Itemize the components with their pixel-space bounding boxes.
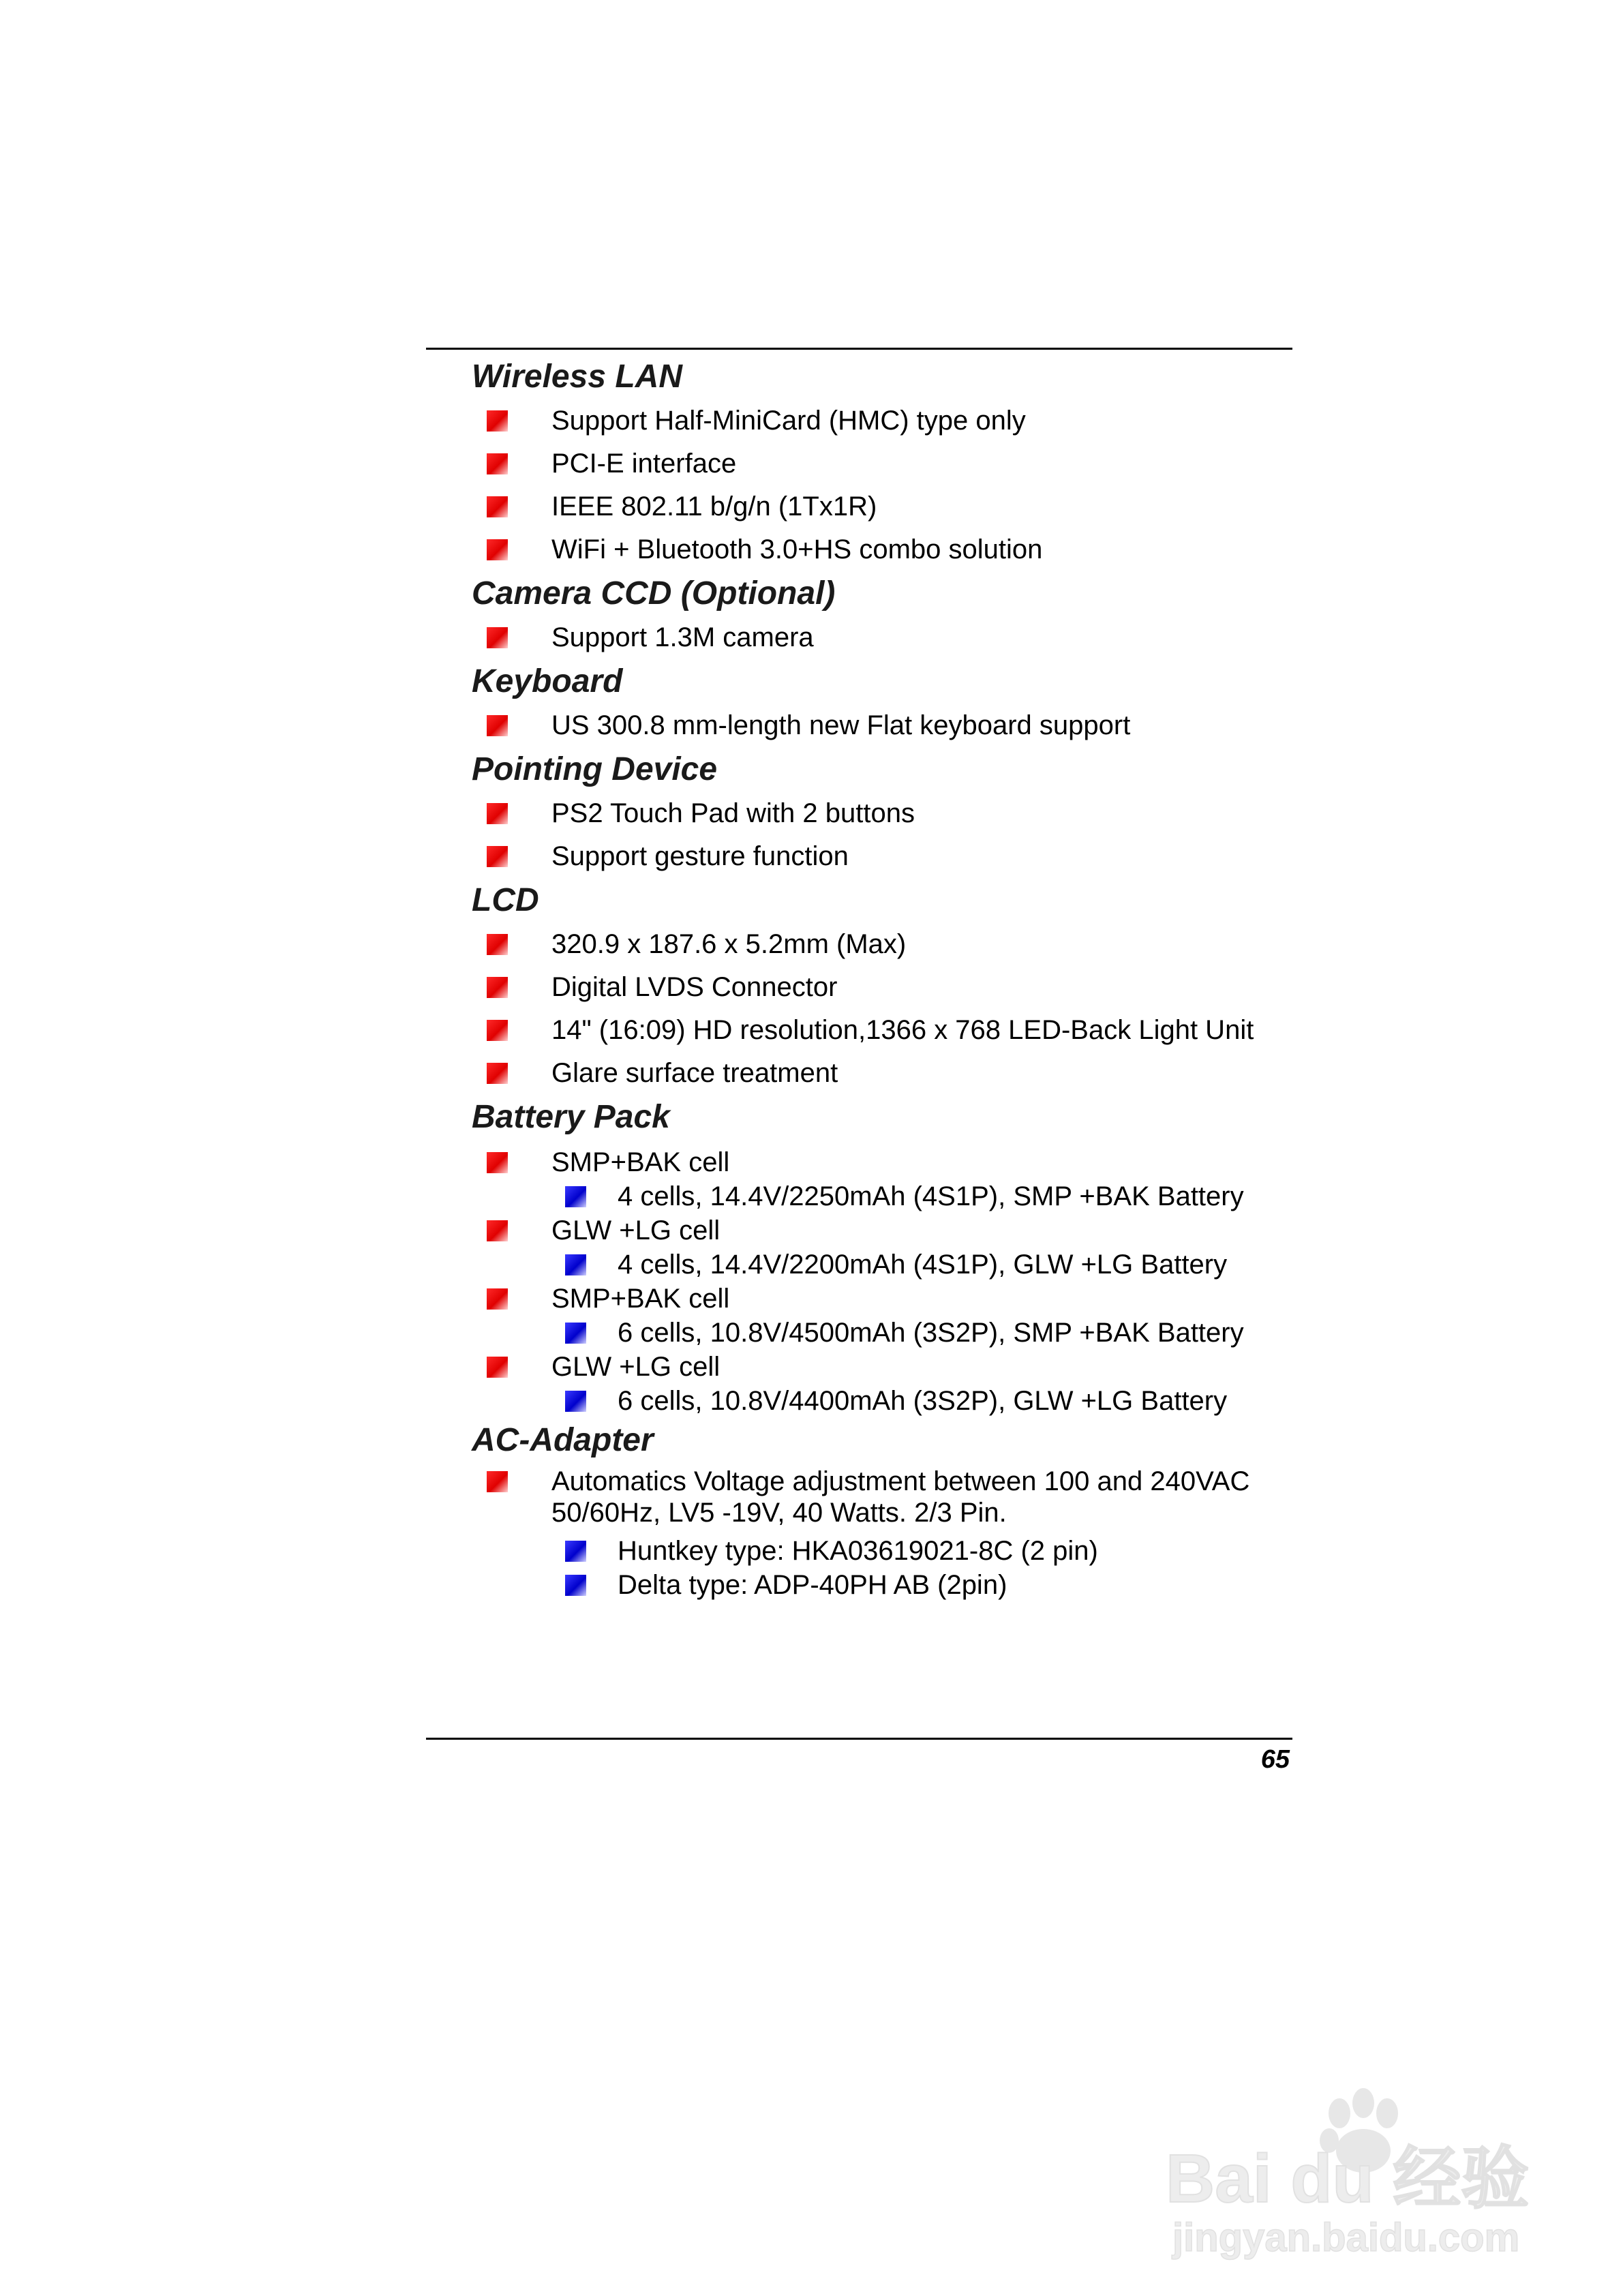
list-item: SMP+BAK cell	[472, 1282, 1303, 1316]
page-number: 65	[1260, 1745, 1290, 1774]
red-square-bullet-icon	[487, 539, 508, 560]
list-item: Automatics Voltage adjustment between 100 and 240VAC 50/60Hz, LV5 -19V, 40 Watts. 2/3 Pin.	[472, 1463, 1303, 1534]
sub-list-item: 4 cells, 14.4V/2250mAh (4S1P), SMP +BAK Battery	[472, 1179, 1303, 1213]
list-item: Support Half-MiniCard (HMC) type only	[472, 399, 1303, 442]
section-heading: Pointing Device	[472, 751, 718, 787]
blue-square-bullet-icon	[565, 1186, 586, 1207]
red-square-bullet-icon	[487, 934, 508, 955]
watermark-brand: Bai du 经验	[1166, 2141, 1530, 2217]
sub-list-item: Huntkey type: HKA03619021-8C (2 pin)	[472, 1534, 1303, 1568]
red-square-bullet-icon	[487, 1357, 508, 1378]
list-item: 320.9 x 187.6 x 5.2mm (Max)	[472, 923, 1303, 966]
section-heading: Battery Pack	[472, 1099, 670, 1135]
section-pointing-device	[472, 747, 1303, 878]
red-square-bullet-icon	[487, 1220, 508, 1241]
section-heading: Keyboard	[472, 663, 623, 699]
bottom-rule	[426, 1738, 1292, 1740]
section-wireless-lan	[472, 354, 1303, 571]
red-square-bullet-icon	[487, 627, 508, 648]
spec-content	[472, 354, 1303, 1602]
blue-square-bullet-icon	[565, 1391, 586, 1412]
red-square-bullet-icon	[487, 977, 508, 998]
red-square-bullet-icon	[487, 1288, 508, 1310]
baidu-watermark-logo	[1159, 2072, 1541, 2263]
section-heading: LCD	[472, 882, 539, 918]
list-item: PCI-E interface	[472, 442, 1303, 485]
section-battery-pack	[472, 1095, 1303, 1418]
list-item: WiFi + Bluetooth 3.0+HS combo solution	[472, 528, 1303, 571]
blue-square-bullet-icon	[565, 1541, 586, 1562]
red-square-bullet-icon	[487, 1063, 508, 1084]
list-item: PS2 Touch Pad with 2 buttons	[472, 792, 1303, 835]
list-item: US 300.8 mm-length new Flat keyboard support	[472, 704, 1303, 747]
top-rule	[426, 348, 1292, 350]
red-square-bullet-icon	[487, 1020, 508, 1041]
section-heading: Wireless LAN	[472, 359, 682, 395]
watermark-url: jingyan.baidu.com	[1172, 2216, 1520, 2260]
section-camera	[472, 571, 1303, 659]
sub-list-item: 4 cells, 14.4V/2200mAh (4S1P), GLW +LG Battery	[472, 1248, 1303, 1282]
red-square-bullet-icon	[487, 1471, 508, 1492]
list-item: GLW +LG cell	[472, 1213, 1303, 1248]
list-item: Support gesture function	[472, 835, 1303, 878]
section-heading: Camera CCD (Optional)	[472, 575, 836, 611]
red-square-bullet-icon	[487, 453, 508, 474]
list-item: Glare surface treatment	[472, 1052, 1303, 1095]
blue-square-bullet-icon	[565, 1254, 586, 1275]
section-lcd	[472, 878, 1303, 1095]
red-square-bullet-icon	[487, 410, 508, 432]
red-square-bullet-icon	[487, 496, 508, 517]
section-keyboard	[472, 659, 1303, 747]
sub-list-item: Delta type: ADP-40PH AB (2pin)	[472, 1568, 1303, 1602]
sub-list-item: 6 cells, 10.8V/4400mAh (3S2P), GLW +LG Battery	[472, 1384, 1303, 1418]
red-square-bullet-icon	[487, 715, 508, 736]
section-ac-adapter	[472, 1418, 1303, 1602]
list-item: Support 1.3M camera	[472, 616, 1303, 659]
list-item: GLW +LG cell	[472, 1350, 1303, 1384]
list-item: 14" (16:09) HD resolution,1366 x 768 LED-Back Light Unit	[472, 1009, 1303, 1052]
list-item: Digital LVDS Connector	[472, 966, 1303, 1009]
blue-square-bullet-icon	[565, 1575, 586, 1596]
red-square-bullet-icon	[487, 803, 508, 824]
section-heading: AC-Adapter	[472, 1422, 654, 1458]
red-square-bullet-icon	[487, 1152, 508, 1173]
blue-square-bullet-icon	[565, 1323, 586, 1344]
list-item: IEEE 802.11 b/g/n (1Tx1R)	[472, 485, 1303, 528]
red-square-bullet-icon	[487, 846, 508, 867]
sub-list-item: 6 cells, 10.8V/4500mAh (3S2P), SMP +BAK Battery	[472, 1316, 1303, 1350]
list-item: SMP+BAK cell	[472, 1145, 1303, 1179]
